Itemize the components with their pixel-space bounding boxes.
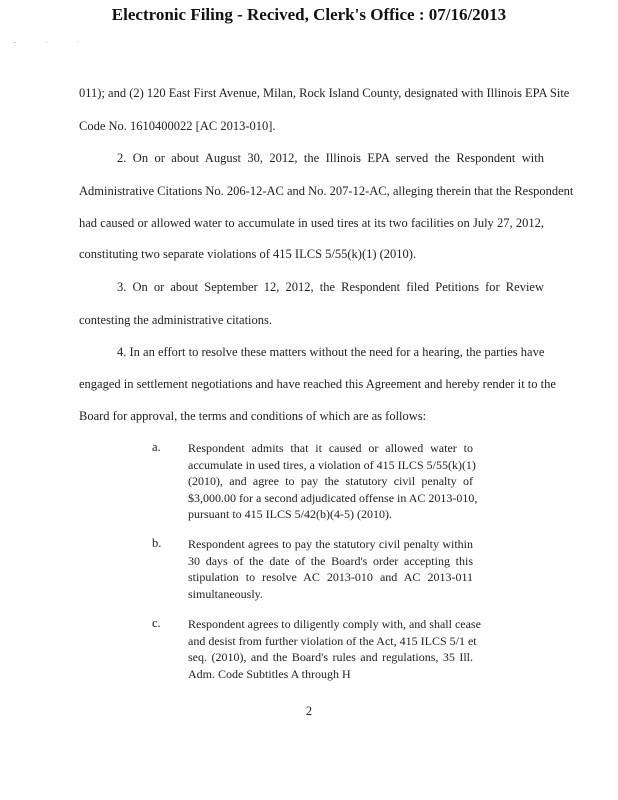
item-b-letter: b. [152, 536, 162, 550]
item-c-row: and desist from further violation of the Act, 415 ILCS 5/1 et [188, 633, 477, 648]
item-b-row: simultaneously. [188, 586, 263, 601]
body-line: Code No. 1610400022 [AC 2013-010]. [79, 119, 276, 133]
item-c-letter: c. [152, 616, 161, 630]
item-a-text [188, 440, 478, 523]
item-a-row: pursuant to 415 ILCS 5/42(b)(4-5) (2010). [188, 507, 392, 521]
item-a-letter: a. [152, 440, 161, 454]
item-a-row: $3,000.00 for a second adjudicated offense in AC 2013-010, [188, 490, 478, 505]
item-b-text [188, 536, 473, 602]
body-line: Board for approval, the terms and conditions of which are as follows: [79, 409, 427, 423]
item-c-row: seq. (2010), and the Board's rules and regulations, 35 Ill. [188, 650, 473, 664]
paragraph-3-start: 3. On or about September 12, 2012, the Respondent filed Petitions for Review [117, 280, 544, 294]
filing-stamp-header: Electronic Filing - Recived, Clerk's Office : 07/16/2013 [111, 5, 507, 24]
body-line: Administrative Citations No. 206-12-AC and No. 207-12-AC, alleging therein that the Respondent [79, 184, 574, 198]
item-b-row: Respondent agrees to pay the statutory civil penalty within [188, 537, 473, 551]
body-line: contesting the administrative citations. [79, 313, 273, 327]
scan-specks: - · · [14, 40, 93, 46]
item-c-text [188, 616, 481, 682]
item-a-row: (2010), and agree to pay the statutory civil penalty of [188, 474, 473, 488]
page-number: 2 [305, 704, 313, 718]
item-b-row: 30 days of the date of the Board's order accepting this [188, 553, 473, 568]
item-a-row: accumulate in used tires, a violation of 415 ILCS 5/55(k)(1) [188, 457, 476, 472]
paragraph-2-start: 2. On or about August 30, 2012, the Illinois EPA served the Respondent with [117, 151, 544, 165]
item-b-row: stipulation to resolve AC 2013-010 and AC 2013-011 [188, 570, 473, 584]
item-c-row: Adm. Code Subtitles A through H [188, 666, 351, 681]
body-line: 011); and (2) 120 East First Avenue, Milan, Rock Island County, designated with Illinois EPA Site [79, 86, 570, 100]
body-line: constituting two separate violations of 415 ILCS 5/55(k)(1) (2010). [79, 247, 417, 261]
item-c-row: Respondent agrees to diligently comply with, and shall cease [188, 617, 481, 631]
item-a-row: Respondent admits that it caused or allowed water to [188, 441, 473, 455]
body-line: had caused or allowed water to accumulate in used tires at its two facilities on July 27, 2012, [79, 216, 544, 230]
paragraph-4-start: 4. In an effort to resolve these matters without the need for a hearing, the parties have [117, 345, 545, 359]
body-line: engaged in settlement negotiations and have reached this Agreement and hereby render it to the [79, 377, 556, 391]
